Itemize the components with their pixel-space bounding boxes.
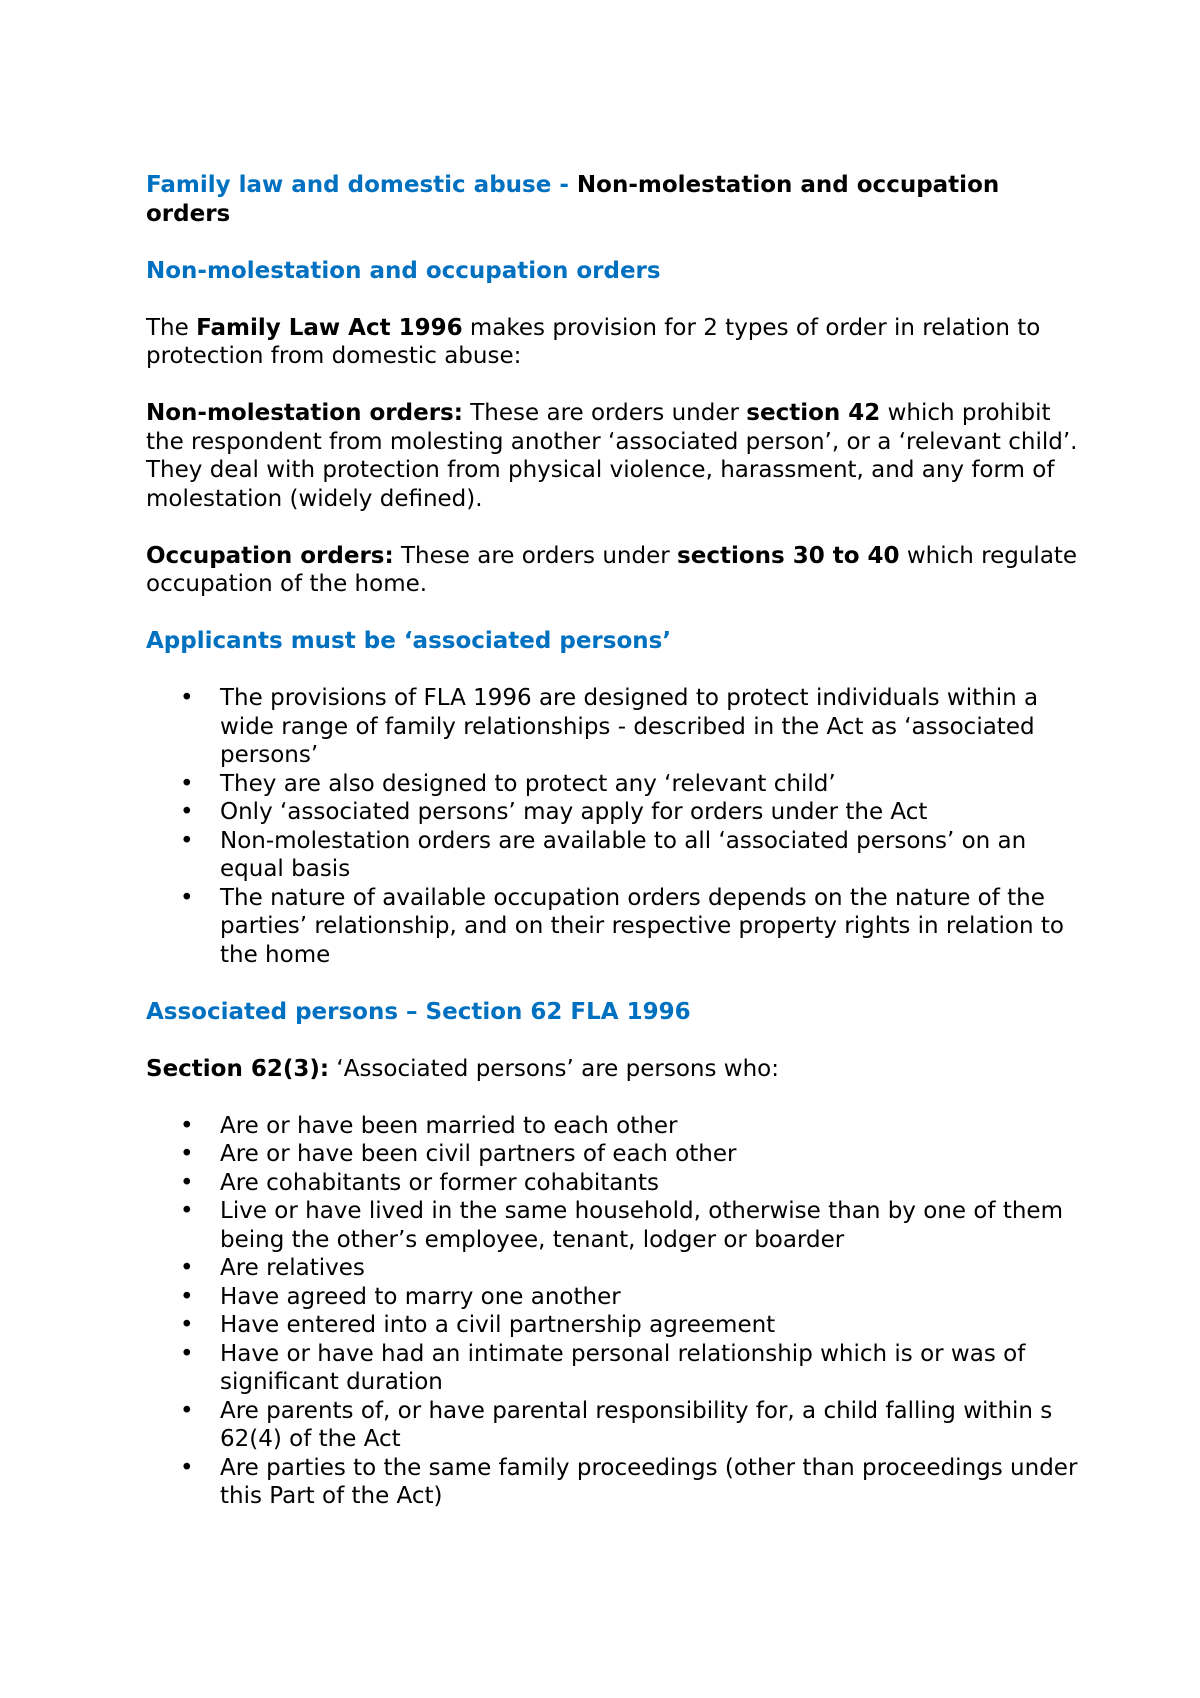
- occupation-ref: sections 30 to 40: [677, 542, 900, 569]
- list-item: • Have entered into a civil partnership agreement: [180, 1312, 776, 1338]
- bullet-icon: •: [180, 799, 194, 825]
- section-heading-applicants: Applicants must be ‘associated persons’: [146, 628, 672, 654]
- section-heading-associated-persons: Associated persons – Section 62 FLA 1996: [146, 998, 691, 1025]
- list-item: • Are or have been civil partners of each other: [180, 1141, 737, 1167]
- associated-persons-bullet-list: [146, 1112, 1086, 1511]
- title-subtitle: Non-molestation and occupation orders: [146, 172, 1000, 227]
- bullet-icon: •: [180, 1198, 194, 1224]
- list-item: • Have or have had an intimate personal relationship which is or was of significant duration: [180, 1340, 1026, 1395]
- non-molestation-ref: section 42: [746, 400, 881, 426]
- bullet-icon: •: [180, 770, 194, 797]
- bullet-icon: •: [180, 1454, 194, 1481]
- list-item: • Are relatives: [180, 1255, 365, 1281]
- bullet-icon: •: [180, 1169, 194, 1196]
- title-separator: -: [551, 172, 577, 198]
- document-title: [146, 171, 1086, 228]
- non-molestation-label: Non-molestation orders:: [146, 400, 463, 426]
- section-heading-orders: Non-molestation and occupation orders: [146, 257, 661, 284]
- occupation-paragraph: Occupation orders: These are orders under sections 30 to 40 which regulate occupation of the home.: [146, 542, 1078, 597]
- title-topic: Family law and domestic abuse: [146, 172, 552, 198]
- list-item: • Are parties to the same family proceedings (other than proceedings under this Part of the Act): [180, 1454, 1078, 1509]
- occupation-label: Occupation orders:: [146, 542, 394, 569]
- section-62-definition: Section 62(3): ‘Associated persons’ are persons who:: [146, 1055, 779, 1082]
- act-name: Family Law Act 1996: [196, 314, 463, 341]
- bullet-icon: •: [180, 1255, 194, 1281]
- document-page: [146, 171, 1086, 1539]
- applicants-bullet-list: [146, 684, 1086, 969]
- list-item: • Are parents of, or have parental responsibility for, a child falling within s 62(4) of the Act: [180, 1397, 1053, 1452]
- non-molestation-paragraph: Non-molestation orders: These are orders under section 42 which prohibit the respondent from molesting another ‘associated person’, or a ‘relevant child’. They deal with protection from physical violence, harassment, and any form of molestation (widely defined).: [146, 400, 1078, 512]
- list-item: • They are also designed to protect any ‘relevant child’: [180, 770, 836, 797]
- bullet-icon: •: [180, 685, 194, 711]
- list-item: • Have agreed to marry one another: [180, 1283, 621, 1310]
- list-item: • Only ‘associated persons’ may apply for orders under the Act: [180, 799, 928, 825]
- list-item: • Are or have been married to each other: [180, 1112, 678, 1139]
- intro-paragraph: The Family Law Act 1996 makes provision for 2 types of order in relation to protection from domestic abuse:: [146, 314, 1041, 369]
- bullet-icon: •: [180, 827, 194, 854]
- list-item: • The nature of available occupation orders depends on the nature of the parties’ relationship, and on their respective property rights in relation to the home: [180, 884, 1064, 968]
- list-item: • The provisions of FLA 1996 are designed to protect individuals within a wide range of family relationships - described in the Act as ‘associated persons’: [180, 685, 1039, 768]
- section-62-label: Section 62(3):: [146, 1055, 330, 1082]
- list-item: • Are cohabitants or former cohabitants: [180, 1169, 659, 1196]
- bullet-icon: •: [180, 1283, 194, 1310]
- bullet-icon: •: [180, 1340, 194, 1367]
- bullet-icon: •: [180, 1397, 194, 1424]
- bullet-icon: •: [180, 1112, 194, 1139]
- bullet-icon: •: [180, 1141, 194, 1167]
- bullet-icon: •: [180, 884, 194, 911]
- list-item: • Non-molestation orders are available to all ‘associated persons’ on an equal basis: [180, 827, 1027, 882]
- list-item: • Live or have lived in the same household, otherwise than by one of them being the other’s employee, tenant, lodger or boarder: [180, 1198, 1063, 1253]
- bullet-icon: •: [180, 1312, 194, 1338]
